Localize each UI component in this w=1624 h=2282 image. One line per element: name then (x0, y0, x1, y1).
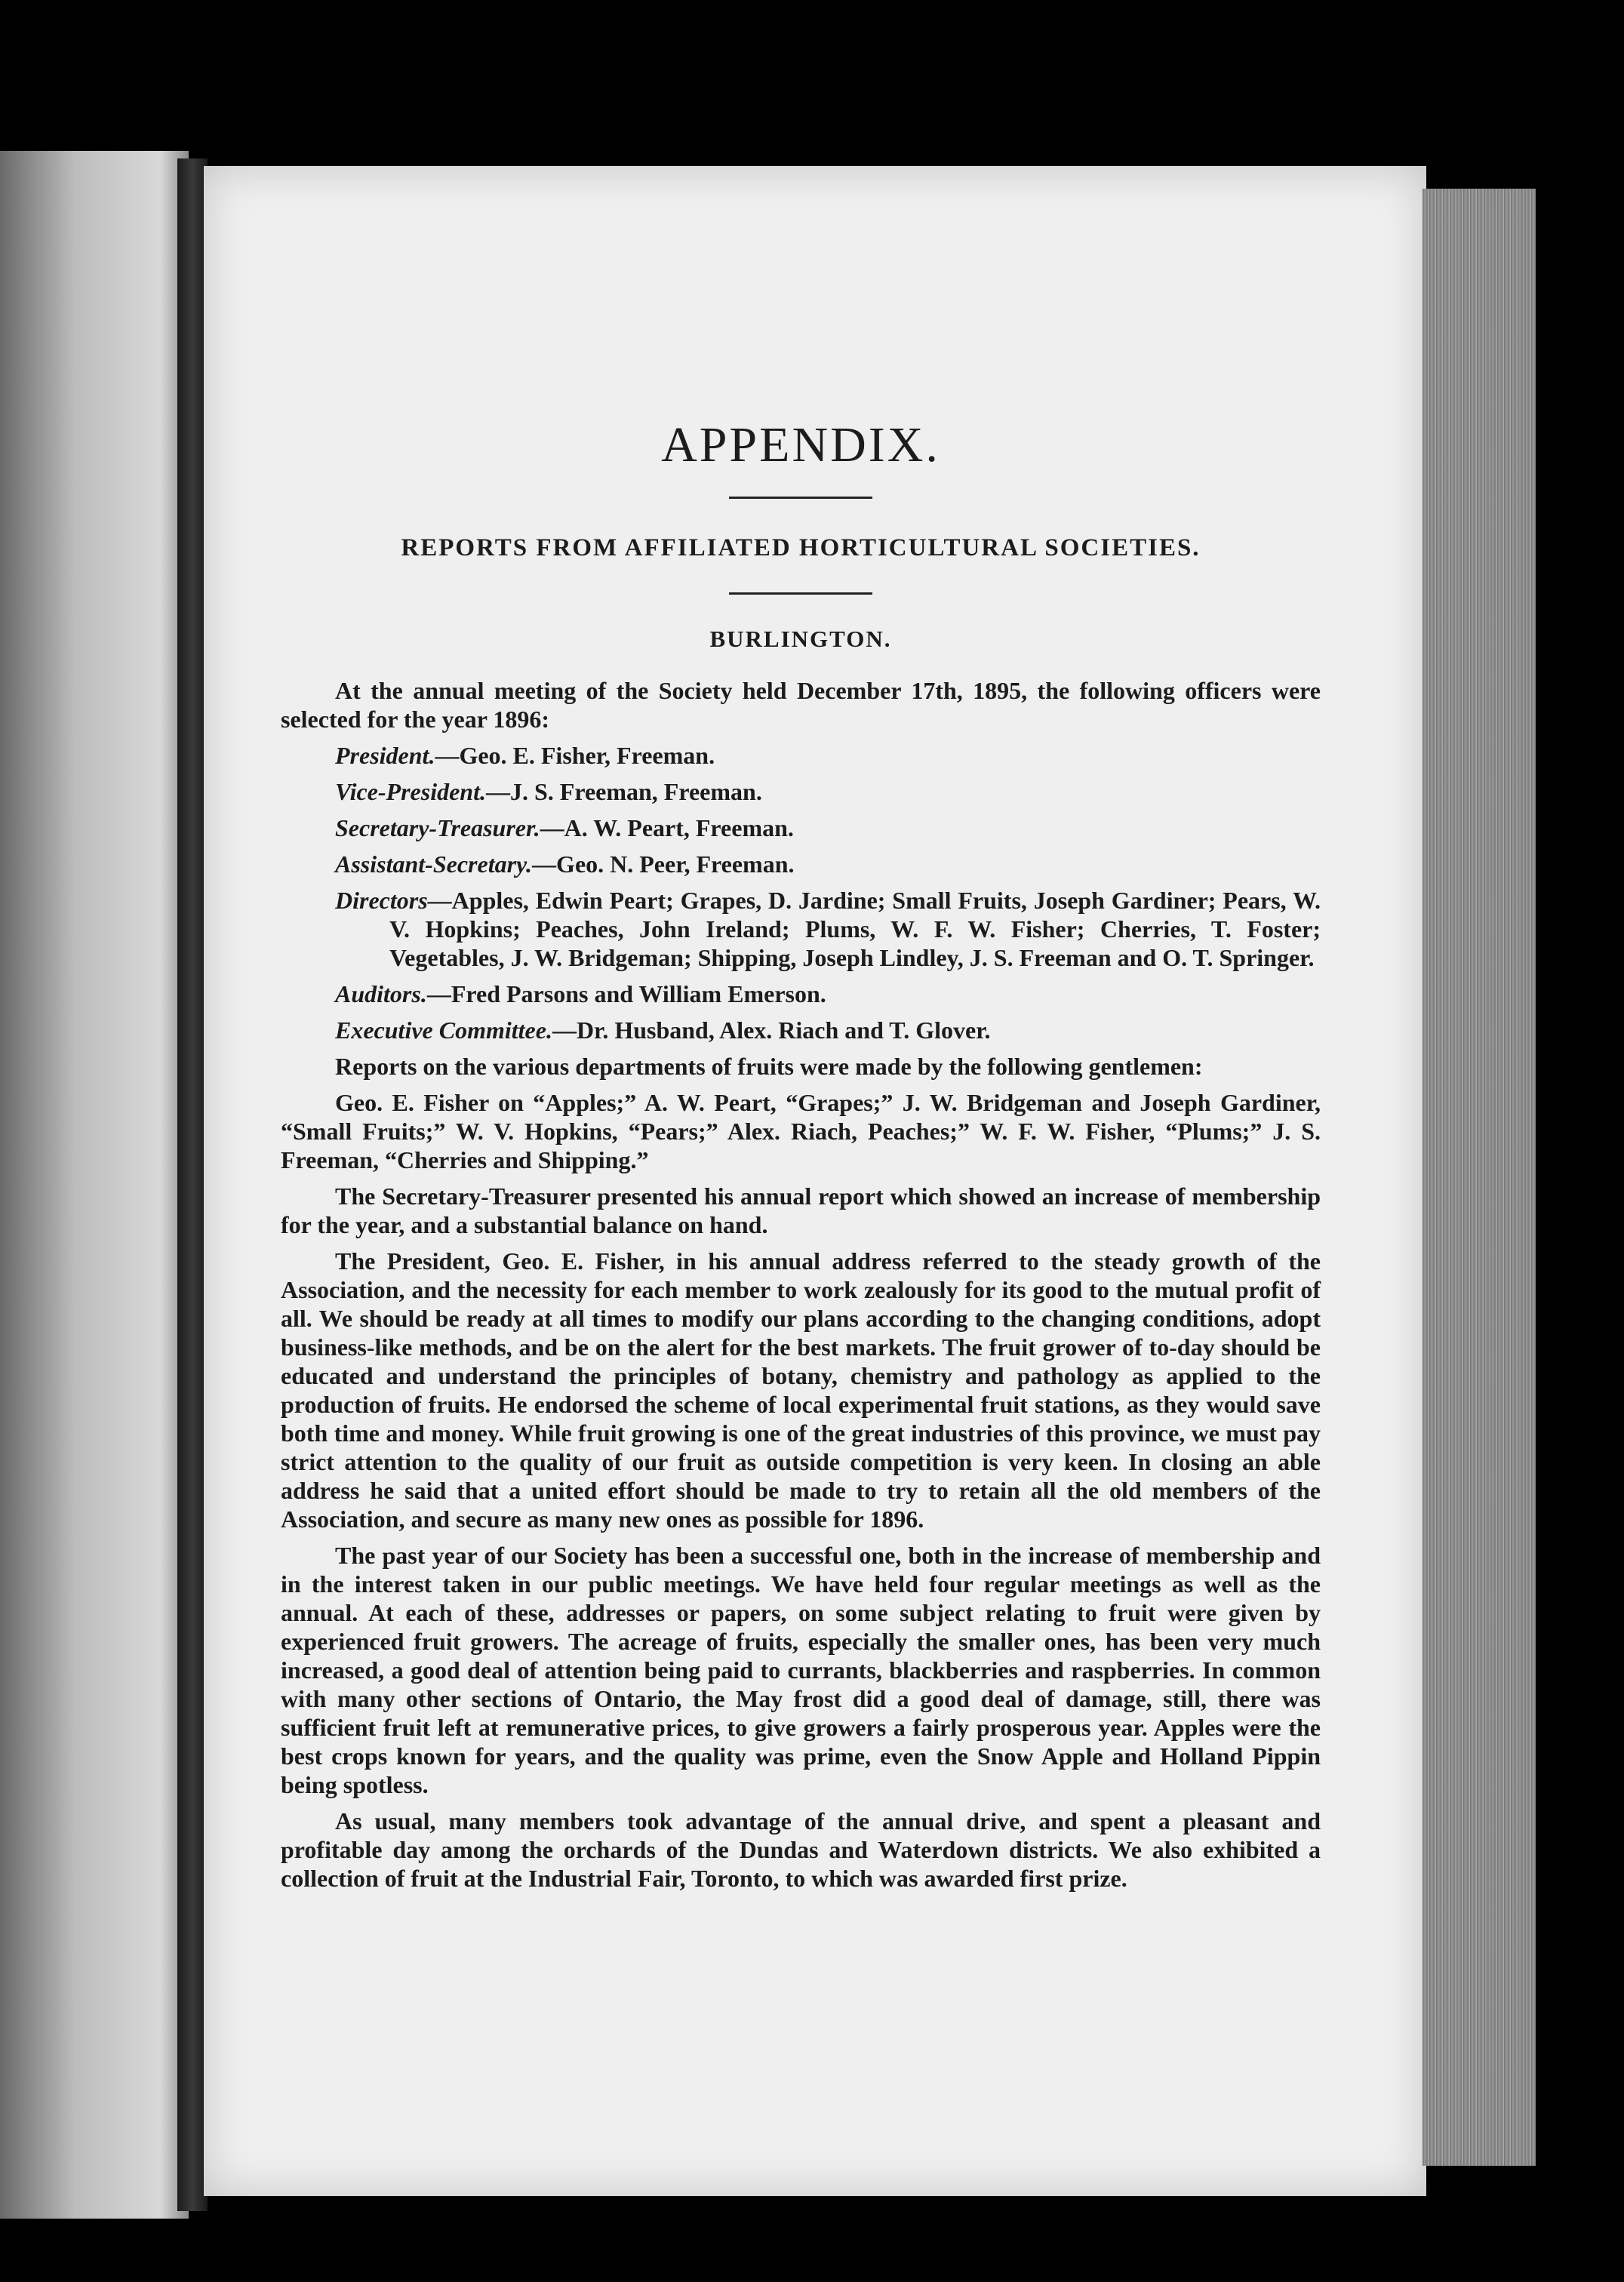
body-paragraph: Reports on the various departments of fruits were made by the following gentlemen: (335, 1053, 1203, 1080)
officers-intro: At the annual meeting of the Society held December 17th, 1895, the following officers were selected for the year 1896: (281, 677, 1321, 733)
officer-executive-committee (281, 1016, 1321, 1044)
officer-value: —A. W. Peart, Freeman. (540, 814, 794, 841)
body-paragraph: The President, Geo. E. Fisher, in his annual address referred to the steady growth of the Association, and the necessity for each member to work zealously for its good to the mutual profit of all. We should be ready at all times to modify our plans according to the changing conditions, adopt business-like methods, and be on the alert for the best markets. The fruit grower of to-day should be educated and understand the principles of botany, chemistry and pathology as applied to the production of fruits. He endorsed the scheme of local experimental fruit stations, as they would save both time and money. While fruit growing is one of the great industries of this province, we must pay strict attention to the quality of our fruit as outside competition is very keen. In closing an able address he said that a united effort should be made to try to retain all the old members of the Association, and secure as many new ones as possible for 1896. (281, 1247, 1321, 1533)
officer-label: Executive Committee. (335, 1016, 552, 1044)
officer-auditors (281, 980, 1321, 1008)
body-paragraph: As usual, many members took advantage of the annual drive, and spent a pleasant and profitable day among the orchards of the Dundas and Waterdown districts. We also exhibited a collection of fruit at the Industrial Fair, Toronto, to which was awarded first prize. (281, 1807, 1321, 1892)
officer-label: Secretary-Treasurer. (335, 814, 540, 841)
section-heading: BURLINGTON. (709, 626, 892, 652)
officer-label: President. (335, 742, 435, 769)
officer-label: Directors (335, 887, 428, 914)
page-title: APPENDIX. (661, 417, 940, 472)
officer-president (281, 741, 1321, 770)
page-subtitle: REPORTS FROM AFFILIATED HORTICULTURAL SOCIETIES. (401, 534, 1201, 561)
officer-label: Assistant-Secretary. (335, 850, 533, 878)
book-gutter (177, 158, 208, 2211)
body-paragraph: The past year of our Society has been a successful one, both in the increase of membership and in the interest taken in our public meetings. We have held four regular meetings as well as the annual. At each of these, addresses or papers, on some subject relating to fruit were given by experienced fruit growers. The acreage of fruits, especially the smaller ones, has been very much increased, a good deal of attention being paid to currants, blackberries and raspberries. In common with many other sections of Ontario, the May frost did a good deal of damage, still, there was sufficient fruit left at remunerative prices, to give growers a fairly prosperous year. Apples were the best crops known for years, and the quality was prime, even the Snow Apple and Holland Pippin being spotless. (281, 1542, 1321, 1798)
subtitle-divider (729, 592, 872, 595)
officer-directors (281, 886, 1321, 972)
officer-value: —Geo. E. Fisher, Freeman. (435, 742, 715, 769)
page-stack-edge (1423, 189, 1536, 2166)
officer-value: —Fred Parsons and William Emerson. (426, 980, 826, 1007)
officer-value: —Dr. Husband, Alex. Riach and T. Glover. (552, 1016, 991, 1044)
left-page-edge (0, 151, 189, 2219)
body-paragraph: The Secretary-Treasurer presented his annual report which showed an increase of membership for the year, and a substantial balance on hand. (281, 1183, 1321, 1238)
officer-vice-president (281, 777, 1321, 806)
title-divider (729, 497, 872, 499)
officer-label: Vice-President. (335, 778, 486, 805)
officer-value: —Geo. N. Peer, Freeman. (532, 850, 795, 878)
officer-value: —J. S. Freeman, Freeman. (485, 778, 762, 805)
body-paragraph: Geo. E. Fisher on “Apples;” A. W. Peart, “Grapes;” J. W. Bridgeman and Joseph Gardiner, “Small Fruits;” W. V. Hopkins, “Pears;” Alex. Riach, Peaches;” W. F. W. Fisher, “Plums;” J. S. Freeman, “Cherries and Shipping.” (281, 1089, 1321, 1173)
officer-secretary-treasurer (281, 813, 1321, 842)
page-text (281, 392, 1321, 1900)
officer-assistant-secretary (281, 850, 1321, 878)
officer-value: —Apples, Edwin Peart; Grapes, D. Jardine; Small Fruits, Joseph Gardiner; Pears, W. V. Hopkins; Peaches, John Ireland; Plums, W. F. W. Fisher; Cherries, T. Foster; Vegetables, J. W. Bridgeman; Shipping, Joseph Lindley, J. S. Freeman and O. T. Springer. (389, 887, 1321, 971)
officer-label: Auditors. (335, 980, 427, 1007)
